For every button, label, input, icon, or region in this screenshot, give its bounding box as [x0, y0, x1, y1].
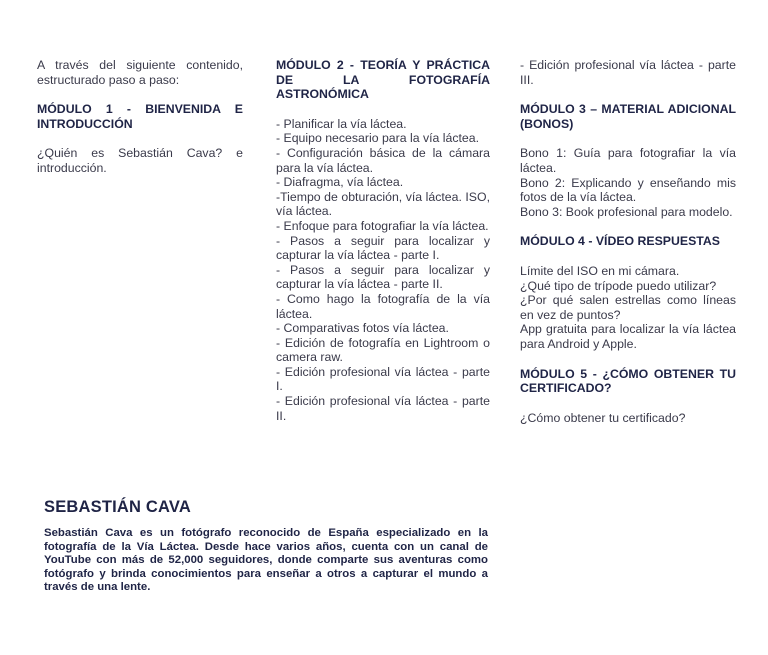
author-bio-section — [44, 497, 488, 595]
list-item: - Edición profesional vía láctea - parte II. — [276, 394, 490, 423]
module-4-title: MÓDULO 4 - VÍDEO RESPUESTAS — [520, 234, 720, 249]
module-1-title: MÓDULO 1 - BIENVENIDA E INTRODUCCIÓN — [37, 102, 243, 131]
list-item: - Pasos a seguir para localizar y capturar la vía láctea - parte I. — [276, 233, 490, 263]
list-item: - Pasos a seguir para localizar y capturar la vía láctea - parte II. — [276, 262, 490, 292]
module-3-list — [520, 146, 736, 219]
list-item: ¿Qué tipo de trípode puedo utilizar? — [520, 278, 717, 293]
list-item: - Diafragma, vía láctea. — [276, 175, 404, 190]
author-name-heading: SEBASTIÁN CAVA — [44, 498, 192, 516]
content-column-2 — [276, 58, 490, 423]
intro-text: A través del siguiente contenido, estructurado paso a paso: — [37, 58, 243, 87]
list-item: - Edición de fotografía en Lightroom o camera raw. — [276, 335, 490, 365]
module-3-title: MÓDULO 3 – MATERIAL ADICIONAL (BONOS) — [520, 102, 736, 131]
list-item: -Tiempo de obturación, vía láctea. ISO, vía láctea. — [276, 189, 490, 219]
module-5-title: MÓDULO 5 - ¿CÓMO OBTENER TU CERTIFICADO? — [520, 366, 736, 396]
list-item: - Enfoque para fotografiar la vía láctea. — [276, 218, 489, 233]
author-bio-text: Sebastián Cava es un fotógrafo reconocido de España especializado en la fotografía de la Vía Láctea. Desde hace varios años, cuenta con un canal de YouTube con más de 52,000 seguidores, donde comparte sus aventuras como fotógrafo y brinda conocimientos para enseñar a otros a capturar el mundo a través de una lente. — [44, 527, 488, 594]
list-item: ¿Cómo obtener tu certificado? — [520, 410, 686, 425]
content-column-1 — [37, 58, 243, 176]
list-item: - Comparativas fotos vía láctea. — [276, 321, 449, 336]
content-column-3 — [520, 58, 736, 425]
module-2-continued-item: - Edición profesional vía láctea - parte III. — [520, 58, 736, 87]
list-item: - Configuración básica de la cámara para la vía láctea. — [276, 145, 490, 175]
list-item: - Edición profesional vía láctea - parte I. — [276, 364, 490, 394]
list-item: ¿Por qué salen estrellas como líneas en vez de puntos? — [520, 293, 736, 322]
module-5-list — [520, 411, 736, 426]
module-2-list — [276, 117, 490, 423]
list-item: Límite del ISO en mi cámara. — [520, 263, 680, 278]
module-4-list — [520, 264, 736, 352]
module-1-list — [37, 146, 243, 175]
module-2-title: MÓDULO 2 - TEORÍA Y PRÁCTICA DE LA FOTOGRAFÍA ASTRONÓMICA — [276, 58, 490, 102]
list-item: ¿Quién es Sebastián Cava? e introducción. — [37, 146, 243, 175]
list-item: App gratuita para localizar la vía láctea para Android y Apple. — [520, 322, 736, 351]
list-item: - Planificar la vía láctea. — [276, 116, 407, 131]
list-item: Bono 3: Book profesional para modelo. — [520, 204, 733, 219]
list-item: - Equipo necesario para la vía láctea. — [276, 131, 480, 146]
list-item: Bono 1: Guía para fotografiar la vía láctea. — [520, 146, 736, 175]
list-item: Bono 2: Explicando y enseñando mis fotos de la vía láctea. — [520, 175, 736, 205]
list-item: - Como hago la fotografía de la vía láctea. — [276, 291, 490, 321]
